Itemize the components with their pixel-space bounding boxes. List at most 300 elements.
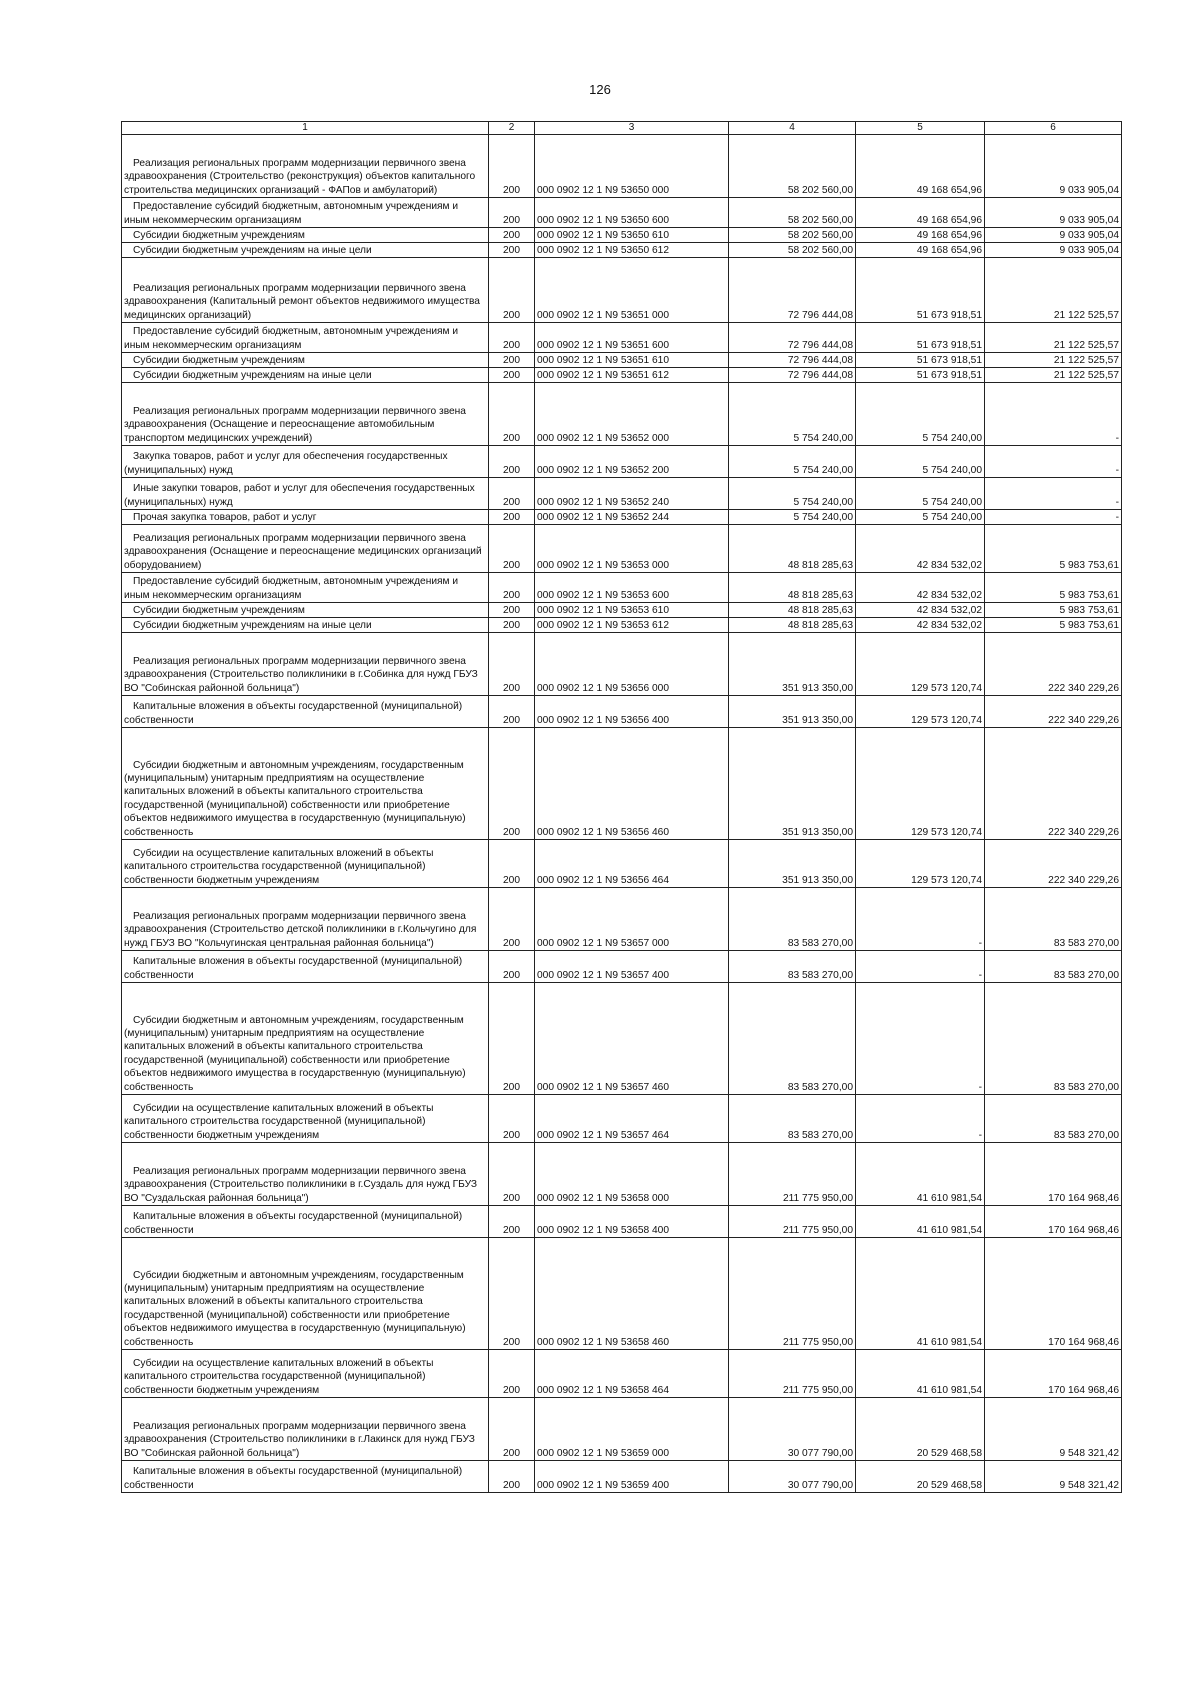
name-cell-text: Иные закупки товаров, работ и услуг для обеспечения государственных (муниципальных) нужд <box>124 483 475 508</box>
unexecuted-amount-cell <box>985 573 1122 603</box>
table-row <box>122 1398 1122 1461</box>
name-cell <box>122 228 489 243</box>
table-row <box>122 258 1122 323</box>
name-cell <box>122 696 489 728</box>
executed-amount-cell-text: 42 834 532,02 <box>916 619 982 631</box>
unexecuted-amount-cell <box>985 1461 1122 1493</box>
name-cell-text: Субсидии на осуществление капитальных вложений в объекты капитального строительства государственной (муниципальной) собственности бюджетным учреждениям <box>124 1102 434 1141</box>
unexecuted-amount-cell <box>985 888 1122 951</box>
executed-amount-cell <box>856 573 985 603</box>
classification-code-cell-text: 000 0902 12 1 N9 53650 612 <box>537 244 669 256</box>
unexecuted-amount-cell-text: 5 983 753,61 <box>1059 589 1119 601</box>
executed-amount-cell <box>856 633 985 696</box>
unexecuted-amount-cell <box>985 728 1122 840</box>
executed-amount-cell <box>856 323 985 353</box>
name-cell <box>122 840 489 888</box>
approved-amount-cell-text: 351 913 350,00 <box>782 682 853 694</box>
classification-code-cell <box>535 135 729 198</box>
unexecuted-amount-cell <box>985 258 1122 323</box>
table-row <box>122 1143 1122 1206</box>
executed-amount-cell-text: 49 168 654,96 <box>916 229 982 241</box>
executed-amount-cell <box>856 1461 985 1493</box>
name-cell <box>122 618 489 633</box>
approved-amount-cell-text: 58 202 560,00 <box>787 229 853 241</box>
executed-amount-cell-text: 41 610 981,54 <box>916 1224 982 1236</box>
approved-amount-cell <box>729 840 856 888</box>
executed-amount-cell-text: 51 673 918,51 <box>916 369 982 381</box>
executed-amount-cell <box>856 383 985 446</box>
classification-code-cell <box>535 1206 729 1238</box>
name-cell-text: Субсидии бюджетным учреждениям <box>133 604 305 616</box>
approved-amount-cell-text: 58 202 560,00 <box>787 184 853 196</box>
approved-amount-cell <box>729 603 856 618</box>
unexecuted-amount-cell <box>985 478 1122 510</box>
classification-code-cell-text: 000 0902 12 1 N9 53658 000 <box>537 1192 669 1204</box>
classification-code-cell-text: 000 0902 12 1 N9 53653 612 <box>537 619 669 631</box>
classification-code-cell <box>535 243 729 258</box>
executed-amount-cell <box>856 135 985 198</box>
line-code-cell <box>489 888 535 951</box>
unexecuted-amount-cell-text: 222 340 229,26 <box>1048 826 1119 838</box>
name-cell-text: Субсидии бюджетным и автономным учреждениям, государственным (муниципальным) унитарным предприятиям на осуществление капитальных вложений в объекты капитального строительства государственной (муниципальной) собственности или приобретение объектов недвижимого имущества в государственную (муниципальную) собственность <box>124 759 466 838</box>
classification-code-cell-text: 000 0902 12 1 N9 53651 612 <box>537 369 669 381</box>
table-row <box>122 510 1122 525</box>
approved-amount-cell-text: 5 754 240,00 <box>793 464 853 476</box>
classification-code-cell <box>535 198 729 228</box>
report-table <box>121 121 1122 1493</box>
approved-amount-cell <box>729 228 856 243</box>
classification-code-cell <box>535 1095 729 1143</box>
name-cell <box>122 1095 489 1143</box>
line-code-cell-text: 200 <box>503 354 520 366</box>
name-cell <box>122 1350 489 1398</box>
table-row <box>122 951 1122 983</box>
classification-code-cell <box>535 840 729 888</box>
line-code-cell-text: 200 <box>503 244 520 256</box>
approved-amount-cell <box>729 633 856 696</box>
name-cell-text: Реализация региональных программ модернизации первичного звена здравоохранения (Капитальный ремонт объектов недвижимого имущества медицинских организаций) <box>124 282 480 321</box>
classification-code-cell-text: 000 0902 12 1 N9 53651 000 <box>537 309 669 321</box>
unexecuted-amount-cell-text: 83 583 270,00 <box>1053 1129 1119 1141</box>
name-cell-text: Капитальные вложения в объекты государственной (муниципальной) собственности <box>124 956 463 981</box>
executed-amount-cell <box>856 228 985 243</box>
executed-amount-cell-text: 49 168 654,96 <box>916 214 982 226</box>
unexecuted-amount-cell <box>985 840 1122 888</box>
classification-code-cell-text: 000 0902 12 1 N9 53652 000 <box>537 432 669 444</box>
name-cell-text: Субсидии бюджетным и автономным учреждениям, государственным (муниципальным) унитарным предприятиям на осуществление капитальных вложений в объекты капитального строительства государственной (муниципальной) собственности или приобретение объектов недвижимого имущества в государственную (муниципальную) собственность <box>124 1014 466 1093</box>
name-cell <box>122 368 489 383</box>
unexecuted-amount-cell <box>985 135 1122 198</box>
line-code-cell <box>489 1461 535 1493</box>
table-row <box>122 323 1122 353</box>
executed-amount-cell-text: 5 754 240,00 <box>922 511 982 523</box>
executed-amount-cell-text: 42 834 532,02 <box>916 559 982 571</box>
table-row <box>122 618 1122 633</box>
table-row <box>122 525 1122 573</box>
name-cell <box>122 525 489 573</box>
unexecuted-amount-cell <box>985 1143 1122 1206</box>
name-cell <box>122 1143 489 1206</box>
line-code-cell-text: 200 <box>503 1192 520 1204</box>
unexecuted-amount-cell <box>985 323 1122 353</box>
unexecuted-amount-cell <box>985 633 1122 696</box>
name-cell <box>122 888 489 951</box>
unexecuted-amount-cell <box>985 983 1122 1095</box>
unexecuted-amount-cell <box>985 951 1122 983</box>
unexecuted-amount-cell <box>985 510 1122 525</box>
table-row <box>122 696 1122 728</box>
classification-code-cell <box>535 1461 729 1493</box>
name-cell <box>122 446 489 478</box>
executed-amount-cell <box>856 368 985 383</box>
approved-amount-cell-text: 48 818 285,63 <box>787 619 853 631</box>
unexecuted-amount-cell-text: 83 583 270,00 <box>1053 937 1119 949</box>
name-cell-text: Закупка товаров, работ и услуг для обеспечения государственных (муниципальных) нужд <box>124 451 448 476</box>
line-code-cell-text: 200 <box>503 1129 520 1141</box>
name-cell <box>122 323 489 353</box>
classification-code-cell-text: 000 0902 12 1 N9 53653 000 <box>537 559 669 571</box>
table-row <box>122 228 1122 243</box>
name-cell-text: Реализация региональных программ модернизации первичного звена здравоохранения (Строительство поликлиники в г.Суздаль для нужд ГБУЗ ВО "Суздальская районная больница") <box>124 1165 477 1204</box>
line-code-cell-text: 200 <box>503 369 520 381</box>
classification-code-cell-text: 000 0902 12 1 N9 53657 000 <box>537 937 669 949</box>
executed-amount-cell-text: 5 754 240,00 <box>922 496 982 508</box>
approved-amount-cell-text: 351 913 350,00 <box>782 826 853 838</box>
classification-code-cell-text: 000 0902 12 1 N9 53653 600 <box>537 589 669 601</box>
executed-amount-cell-text: 20 529 468,58 <box>916 1479 982 1491</box>
line-code-cell-text: 200 <box>503 214 520 226</box>
classification-code-cell <box>535 510 729 525</box>
classification-code-cell-text: 000 0902 12 1 N9 53659 400 <box>537 1479 669 1491</box>
executed-amount-cell <box>856 696 985 728</box>
approved-amount-cell <box>729 258 856 323</box>
line-code-cell-text: 200 <box>503 1224 520 1236</box>
table-row <box>122 1350 1122 1398</box>
unexecuted-amount-cell-text: 9 033 905,04 <box>1059 229 1119 241</box>
name-cell-text: Реализация региональных программ модернизации первичного звена здравоохранения (Строительство детской поликлиники в г.Кольчугино для нужд ГБУЗ ВО "Кольчугинская центральная районная больница") <box>124 910 477 949</box>
approved-amount-cell <box>729 1143 856 1206</box>
approved-amount-cell-text: 48 818 285,63 <box>787 604 853 616</box>
unexecuted-amount-cell-text: 5 983 753,61 <box>1059 559 1119 571</box>
table-row <box>122 368 1122 383</box>
table-row <box>122 983 1122 1095</box>
executed-amount-cell-text: 42 834 532,02 <box>916 589 982 601</box>
executed-amount-cell-text: 129 573 120,74 <box>911 714 982 726</box>
classification-code-cell-text: 000 0902 12 1 N9 53652 200 <box>537 464 669 476</box>
classification-code-cell-text: 000 0902 12 1 N9 53656 000 <box>537 682 669 694</box>
name-cell <box>122 383 489 446</box>
approved-amount-cell <box>729 696 856 728</box>
table-row <box>122 888 1122 951</box>
name-cell <box>122 198 489 228</box>
classification-code-cell-text: 000 0902 12 1 N9 53650 610 <box>537 229 669 241</box>
table-row <box>122 603 1122 618</box>
approved-amount-cell-text: 211 775 950,00 <box>782 1192 853 1204</box>
classification-code-cell-text: 000 0902 12 1 N9 53656 460 <box>537 826 669 838</box>
classification-code-cell-text: 000 0902 12 1 N9 53650 000 <box>537 184 669 196</box>
line-code-cell <box>489 198 535 228</box>
approved-amount-cell <box>729 1398 856 1461</box>
unexecuted-amount-cell-text: 9 033 905,04 <box>1059 214 1119 226</box>
name-cell <box>122 510 489 525</box>
unexecuted-amount-cell-text: - <box>1115 464 1119 476</box>
line-code-cell <box>489 478 535 510</box>
unexecuted-amount-cell-text: 222 340 229,26 <box>1048 714 1119 726</box>
table-row <box>122 1095 1122 1143</box>
executed-amount-cell <box>856 446 985 478</box>
executed-amount-cell <box>856 353 985 368</box>
line-code-cell-text: 200 <box>503 184 520 196</box>
classification-code-cell-text: 000 0902 12 1 N9 53658 400 <box>537 1224 669 1236</box>
line-code-cell <box>489 323 535 353</box>
approved-amount-cell <box>729 888 856 951</box>
executed-amount-cell-text: 51 673 918,51 <box>916 354 982 366</box>
classification-code-cell <box>535 353 729 368</box>
table-row <box>122 383 1122 446</box>
unexecuted-amount-cell <box>985 618 1122 633</box>
table-row <box>122 1461 1122 1493</box>
table-row <box>122 353 1122 368</box>
approved-amount-cell <box>729 478 856 510</box>
line-code-cell-text: 200 <box>503 496 520 508</box>
name-cell-text: Реализация региональных программ модернизации первичного звена здравоохранения (Строительство поликлиники в г.Собинка для нужд ГБУЗ ВО "Собинская районной больница") <box>124 655 478 694</box>
executed-amount-cell <box>856 1095 985 1143</box>
classification-code-cell <box>535 603 729 618</box>
approved-amount-cell-text: 72 796 444,08 <box>787 354 853 366</box>
executed-amount-cell <box>856 1350 985 1398</box>
approved-amount-cell <box>729 446 856 478</box>
approved-amount-cell-text: 351 913 350,00 <box>782 874 853 886</box>
table-row <box>122 135 1122 198</box>
unexecuted-amount-cell-text: 222 340 229,26 <box>1048 682 1119 694</box>
approved-amount-cell-text: 58 202 560,00 <box>787 214 853 226</box>
classification-code-cell-text: 000 0902 12 1 N9 53651 610 <box>537 354 669 366</box>
line-code-cell-text: 200 <box>503 339 520 351</box>
classification-code-cell-text: 000 0902 12 1 N9 53658 464 <box>537 1384 669 1396</box>
approved-amount-cell <box>729 1206 856 1238</box>
col-header-5: 5 <box>856 122 985 135</box>
executed-amount-cell <box>856 840 985 888</box>
executed-amount-cell <box>856 525 985 573</box>
unexecuted-amount-cell-text: 222 340 229,26 <box>1048 874 1119 886</box>
classification-code-cell-text: 000 0902 12 1 N9 53657 460 <box>537 1081 669 1093</box>
executed-amount-cell <box>856 258 985 323</box>
unexecuted-amount-cell <box>985 1398 1122 1461</box>
approved-amount-cell <box>729 383 856 446</box>
classification-code-cell-text: 000 0902 12 1 N9 53656 400 <box>537 714 669 726</box>
unexecuted-amount-cell <box>985 1238 1122 1350</box>
name-cell-text: Реализация региональных программ модернизации первичного звена здравоохранения (Строительство (реконструкция) объектов капитального строительства медицинских организаций - ФАПов и амбулаторий) <box>124 157 476 196</box>
approved-amount-cell-text: 211 775 950,00 <box>782 1224 853 1236</box>
line-code-cell <box>489 1143 535 1206</box>
approved-amount-cell-text: 5 754 240,00 <box>793 496 853 508</box>
classification-code-cell-text: 000 0902 12 1 N9 53657 400 <box>537 969 669 981</box>
approved-amount-cell <box>729 1095 856 1143</box>
approved-amount-cell-text: 211 775 950,00 <box>782 1384 853 1396</box>
classification-code-cell <box>535 258 729 323</box>
executed-amount-cell <box>856 1206 985 1238</box>
unexecuted-amount-cell <box>985 1095 1122 1143</box>
executed-amount-cell-text: 41 610 981,54 <box>916 1192 982 1204</box>
executed-amount-cell-text: 49 168 654,96 <box>916 244 982 256</box>
line-code-cell-text: 200 <box>503 619 520 631</box>
unexecuted-amount-cell-text: - <box>1115 432 1119 444</box>
line-code-cell <box>489 243 535 258</box>
name-cell-text: Реализация региональных программ модернизации первичного звена здравоохранения (Оснащение и переоснащение автомобильным транспортом медицинских учреждений) <box>124 405 466 444</box>
line-code-cell <box>489 525 535 573</box>
classification-code-cell <box>535 633 729 696</box>
approved-amount-cell <box>729 983 856 1095</box>
name-cell-text: Субсидии бюджетным и автономным учреждениям, государственным (муниципальным) унитарным предприятиям на осуществление капитальных вложений в объекты капитального строительства государственной (муниципальной) собственности или приобретение объектов недвижимого имущества в государственную (муниципальную) собственность <box>124 1269 466 1348</box>
table-row <box>122 728 1122 840</box>
classification-code-cell <box>535 1398 729 1461</box>
line-code-cell-text: 200 <box>503 937 520 949</box>
classification-code-cell-text: 000 0902 12 1 N9 53651 600 <box>537 339 669 351</box>
classification-code-cell <box>535 383 729 446</box>
name-cell <box>122 1461 489 1493</box>
classification-code-cell <box>535 696 729 728</box>
approved-amount-cell-text: 83 583 270,00 <box>787 969 853 981</box>
executed-amount-cell-text: 41 610 981,54 <box>916 1384 982 1396</box>
executed-amount-cell-text: 49 168 654,96 <box>916 184 982 196</box>
name-cell-text: Капитальные вложения в объекты государственной (муниципальной) собственности <box>124 701 463 726</box>
classification-code-cell-text: 000 0902 12 1 N9 53659 000 <box>537 1447 669 1459</box>
line-code-cell <box>489 1095 535 1143</box>
executed-amount-cell-text: - <box>978 1129 982 1141</box>
classification-code-cell <box>535 525 729 573</box>
line-code-cell <box>489 618 535 633</box>
executed-amount-cell-text: 129 573 120,74 <box>911 682 982 694</box>
classification-code-cell <box>535 1350 729 1398</box>
line-code-cell-text: 200 <box>503 229 520 241</box>
line-code-cell <box>489 383 535 446</box>
executed-amount-cell-text: 129 573 120,74 <box>911 874 982 886</box>
unexecuted-amount-cell-text: 21 122 525,57 <box>1053 369 1119 381</box>
classification-code-cell-text: 000 0902 12 1 N9 53656 464 <box>537 874 669 886</box>
line-code-cell <box>489 728 535 840</box>
unexecuted-amount-cell <box>985 353 1122 368</box>
classification-code-cell-text: 000 0902 12 1 N9 53653 610 <box>537 604 669 616</box>
line-code-cell-text: 200 <box>503 432 520 444</box>
classification-code-cell <box>535 888 729 951</box>
table-row <box>122 840 1122 888</box>
approved-amount-cell-text: 5 754 240,00 <box>793 511 853 523</box>
name-cell <box>122 951 489 983</box>
line-code-cell <box>489 353 535 368</box>
line-code-cell <box>489 603 535 618</box>
name-cell-text: Субсидии бюджетным учреждениям на иные цели <box>133 619 372 631</box>
unexecuted-amount-cell <box>985 1206 1122 1238</box>
executed-amount-cell <box>856 603 985 618</box>
approved-amount-cell <box>729 573 856 603</box>
col-header-1: 1 <box>122 122 489 135</box>
approved-amount-cell <box>729 510 856 525</box>
unexecuted-amount-cell <box>985 525 1122 573</box>
approved-amount-cell <box>729 243 856 258</box>
line-code-cell <box>489 696 535 728</box>
name-cell <box>122 243 489 258</box>
col-header-4: 4 <box>729 122 856 135</box>
col-header-3: 3 <box>535 122 729 135</box>
table-row <box>122 633 1122 696</box>
line-code-cell <box>489 1238 535 1350</box>
name-cell <box>122 1238 489 1350</box>
executed-amount-cell <box>856 618 985 633</box>
name-cell-text: Субсидии бюджетным учреждениям <box>133 229 305 241</box>
approved-amount-cell-text: 83 583 270,00 <box>787 1129 853 1141</box>
executed-amount-cell-text: 42 834 532,02 <box>916 604 982 616</box>
line-code-cell <box>489 228 535 243</box>
name-cell-text: Прочая закупка товаров, работ и услуг <box>133 511 317 523</box>
name-cell <box>122 135 489 198</box>
approved-amount-cell-text: 48 818 285,63 <box>787 559 853 571</box>
executed-amount-cell <box>856 888 985 951</box>
approved-amount-cell-text: 30 077 790,00 <box>787 1479 853 1491</box>
unexecuted-amount-cell-text: 170 164 968,46 <box>1048 1192 1119 1204</box>
line-code-cell <box>489 840 535 888</box>
table-row <box>122 446 1122 478</box>
executed-amount-cell <box>856 478 985 510</box>
table-row <box>122 573 1122 603</box>
unexecuted-amount-cell-text: 21 122 525,57 <box>1053 354 1119 366</box>
executed-amount-cell <box>856 728 985 840</box>
unexecuted-amount-cell <box>985 198 1122 228</box>
classification-code-cell <box>535 323 729 353</box>
executed-amount-cell-text: 41 610 981,54 <box>916 1336 982 1348</box>
classification-code-cell <box>535 728 729 840</box>
name-cell <box>122 1206 489 1238</box>
name-cell-text: Предоставление субсидий бюджетным, автономным учреждениям и иным некоммерческим организациям <box>124 576 459 601</box>
approved-amount-cell-text: 72 796 444,08 <box>787 369 853 381</box>
table-body <box>122 135 1122 1493</box>
approved-amount-cell <box>729 1238 856 1350</box>
executed-amount-cell <box>856 1238 985 1350</box>
approved-amount-cell <box>729 353 856 368</box>
line-code-cell-text: 200 <box>503 511 520 523</box>
line-code-cell-text: 200 <box>503 874 520 886</box>
unexecuted-amount-cell-text: 9 548 321,42 <box>1059 1447 1119 1459</box>
unexecuted-amount-cell-text: 83 583 270,00 <box>1053 969 1119 981</box>
approved-amount-cell-text: 83 583 270,00 <box>787 1081 853 1093</box>
unexecuted-amount-cell <box>985 696 1122 728</box>
classification-code-cell <box>535 1143 729 1206</box>
classification-code-cell-text: 000 0902 12 1 N9 53652 244 <box>537 511 669 523</box>
name-cell-text: Предоставление субсидий бюджетным, автономным учреждениям и иным некоммерческим организациям <box>124 326 459 351</box>
unexecuted-amount-cell-text: 83 583 270,00 <box>1053 1081 1119 1093</box>
table-row <box>122 243 1122 258</box>
name-cell <box>122 1398 489 1461</box>
name-cell-text: Капитальные вложения в объекты государственной (муниципальной) собственности <box>124 1211 463 1236</box>
approved-amount-cell-text: 58 202 560,00 <box>787 244 853 256</box>
unexecuted-amount-cell-text: 9 033 905,04 <box>1059 244 1119 256</box>
name-cell-text: Субсидии бюджетным учреждениям <box>133 354 305 366</box>
classification-code-cell <box>535 573 729 603</box>
line-code-cell <box>489 951 535 983</box>
unexecuted-amount-cell <box>985 228 1122 243</box>
executed-amount-cell <box>856 951 985 983</box>
name-cell-text: Предоставление субсидий бюджетным, автономным учреждениям и иным некоммерческим организациям <box>124 201 459 226</box>
line-code-cell <box>489 510 535 525</box>
executed-amount-cell-text: - <box>978 937 982 949</box>
classification-code-cell-text: 000 0902 12 1 N9 53652 240 <box>537 496 669 508</box>
line-code-cell-text: 200 <box>503 1336 520 1348</box>
approved-amount-cell <box>729 728 856 840</box>
name-cell <box>122 258 489 323</box>
executed-amount-cell-text: 51 673 918,51 <box>916 339 982 351</box>
name-cell <box>122 728 489 840</box>
unexecuted-amount-cell-text: 5 983 753,61 <box>1059 604 1119 616</box>
executed-amount-cell <box>856 243 985 258</box>
